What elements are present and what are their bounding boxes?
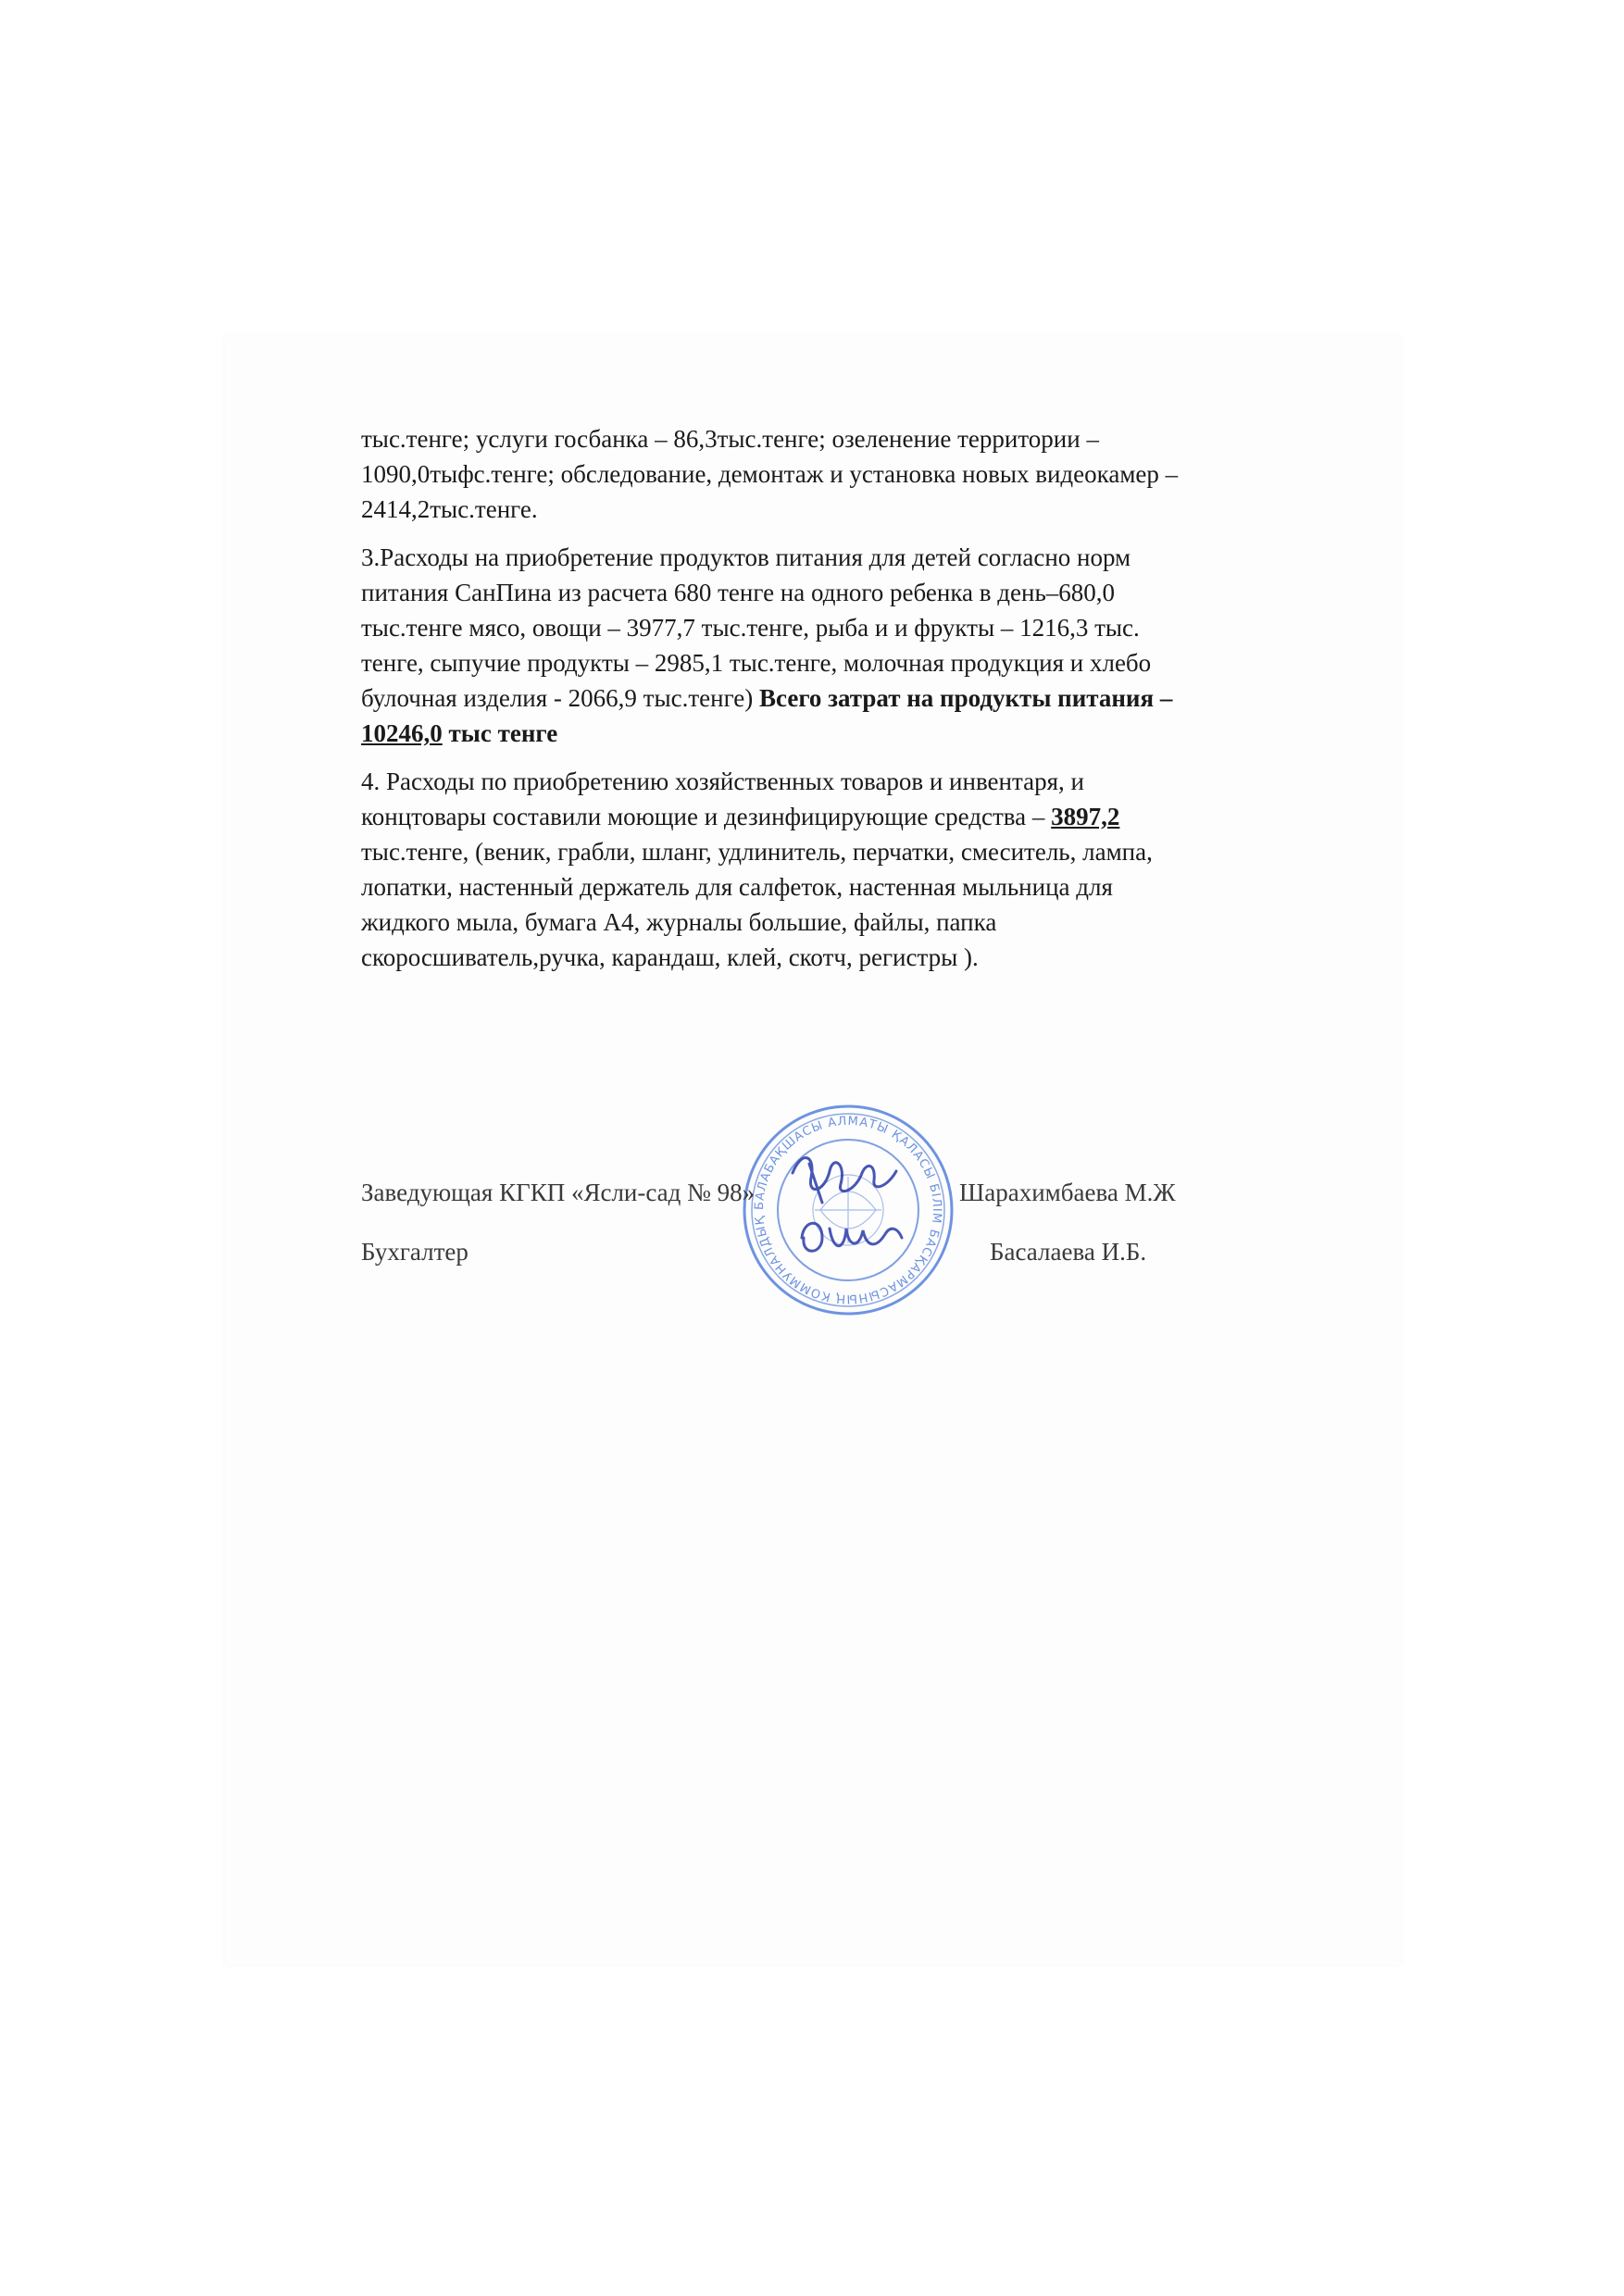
text-fragment: булочная изделия - 2066,9 тыс.тенге)	[361, 684, 760, 712]
accountant-title: Бухгалтер	[361, 1238, 468, 1266]
text-line: тыс.тенге; услуги госбанка – 86,3тыс.тенге; озеленение территории –	[361, 425, 1099, 453]
food-total-value: 10246,0	[361, 719, 443, 747]
head-name: Шарахимбаева М.Ж	[959, 1179, 1176, 1206]
document-body	[361, 421, 1287, 988]
stamp-text: БАЛАБАҚШАСЫ АЛМАТЫ ҚАЛАСЫ БІЛІМ БАСҚАРМАСЫНЫҢ КОММУНАЛДЫҚ	[752, 1114, 944, 1306]
paragraph-4-household-expenses	[361, 764, 1287, 975]
text-fragment: концтовары составили моющие и дезинфицирующие средства –	[361, 803, 1052, 830]
text-line: 3.Расходы на приобретение продуктов питания для детей согласно норм	[361, 543, 1131, 571]
text-line	[361, 680, 1287, 716]
text-line: 1090,0тыфс.тенге; обследование, демонтаж и установка новых видеокамер –	[361, 460, 1179, 488]
text-line	[361, 716, 1287, 751]
head-title: Заведующая КГКП «Ясли-сад № 98»	[361, 1179, 756, 1206]
text-line	[361, 799, 1287, 834]
accountant-name: Басалаева И.Б.	[990, 1238, 1147, 1266]
text-line: 2414,2тыс.тенге.	[361, 495, 538, 523]
text-line: тенге, сыпучие продукты – 2985,1 тыс.тенге, молочная продукция и хлебо	[361, 649, 1152, 677]
text-line: лопатки, настенный держатель для салфеток, настенная мыльница для	[361, 873, 1113, 901]
stamp-seal-icon	[737, 1099, 959, 1321]
food-total-label: Всего затрат на продукты питания –	[759, 684, 1173, 712]
text-line: питания СанПина из расчета 680 тенге на одного ребенка в день–680,0	[361, 579, 1116, 606]
text-line: 4. Расходы по приобретению хозяйственных товаров и инвентаря, и	[361, 767, 1084, 795]
text-line: жидкого мыла, бумага А4, журналы большие, файлы, папка	[361, 908, 997, 936]
handwritten-signature-2	[802, 1223, 902, 1251]
text-line: тыс.тенге мясо, овощи – 3977,7 тыс.тенге, рыба и и фрукты – 1216,3 тыс.	[361, 614, 1140, 642]
food-total-unit: тыс тенге	[442, 719, 558, 747]
paragraph-2-continuation	[361, 421, 1287, 527]
official-stamp	[737, 1099, 959, 1321]
paragraph-3-food-expenses	[361, 540, 1287, 751]
text-line: тыс.тенге, (веник, грабли, шланг, удлинитель, перчатки, смеситель, лампа,	[361, 838, 1153, 866]
text-line: скоросшиватель,ручка, карандаш, клей, скотч, регистры ).	[361, 943, 979, 971]
household-total-value: 3897,2	[1051, 803, 1120, 830]
